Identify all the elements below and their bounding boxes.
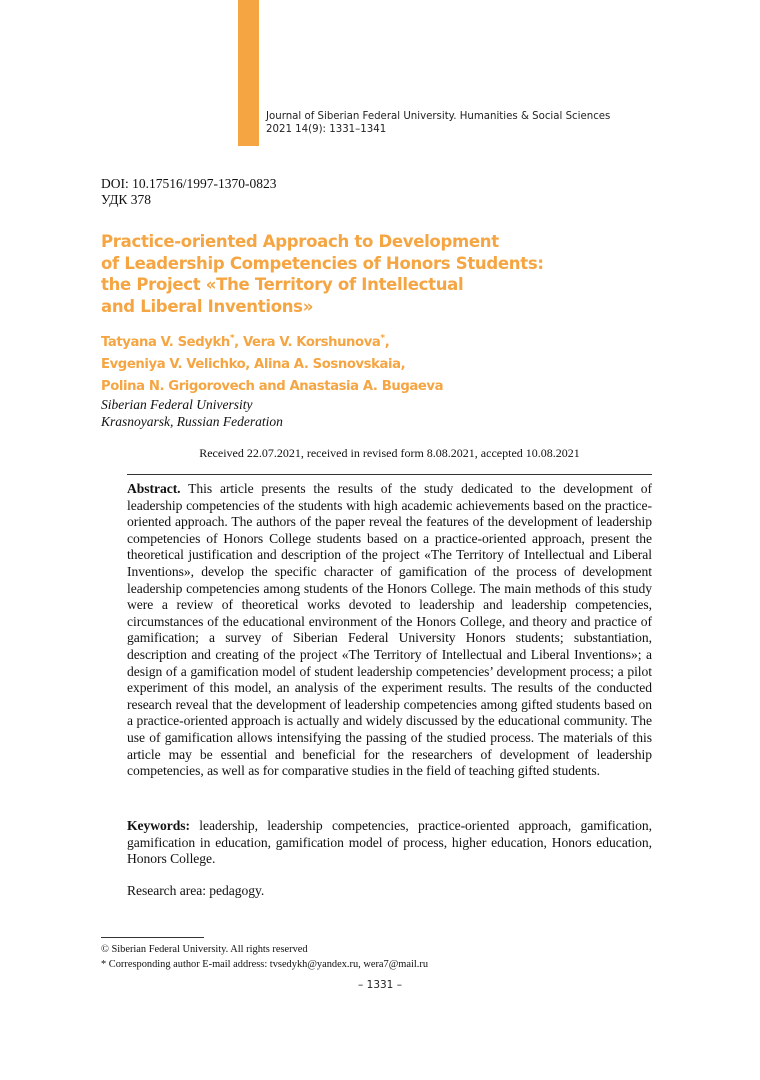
keywords-text: leadership, leadership competencies, practice-oriented approach, gamification, gamification in education, gamification model of process, higher education, Honors education, Honors College. xyxy=(127,818,652,867)
received-dates: Received 22.07.2021, received in revised form 8.08.2021, accepted 10.08.2021 xyxy=(199,446,580,460)
author-line: Evgeniya V. Velichko, Alina A. Sosnovskaia, xyxy=(101,357,406,372)
title-line: the Project «The Territory of Intellectual xyxy=(101,275,464,294)
corresponding-author-note: * Corresponding author E-mail address: tvsedykh@yandex.ru, wera7@mail.ru xyxy=(101,958,429,970)
research-area: Research area: pedagogy. xyxy=(127,883,265,898)
copyright-note: © Siberian Federal University. All rights reserved xyxy=(101,944,308,955)
affiliation-city: Krasnoyarsk, Russian Federation xyxy=(101,414,283,429)
udc: УДК 378 xyxy=(101,192,152,207)
author-line: Polina N. Grigorovech and Anastasia A. Bugaeva xyxy=(101,379,444,394)
journal-header xyxy=(266,110,610,136)
page-number: – 1331 – xyxy=(358,979,402,991)
abstract-label: Abstract. xyxy=(127,481,181,496)
footnote-divider xyxy=(101,937,204,938)
title-line: of Leadership Competencies of Honors Students: xyxy=(101,253,544,273)
journal-volume: 2021 14(9): 1331–1341 xyxy=(266,124,387,135)
author-name: Tatyana V. Sedykh xyxy=(101,335,230,350)
journal-accent-bar xyxy=(238,0,259,146)
title-line: and Liberal Inventions» xyxy=(101,296,314,316)
keywords-label: Keywords: xyxy=(127,818,190,833)
journal-title: Journal of Siberian Federal University. Humanities & Social Sciences xyxy=(266,111,611,122)
author-line xyxy=(101,332,661,354)
author-list xyxy=(101,332,661,398)
corresponding-mark: * xyxy=(380,333,385,344)
doi: DOI: 10.17516/1997-1370-0823 xyxy=(101,176,277,191)
abstract-text: This article presents the results of the study dedicated to the development of leadership competencies of the students with high academic achievements based on the practice-oriented approach. The authors of the paper reveal the features of the development of leadership competencies of Honors College students based on a practice-oriented approach, present the theoretical justification and description of the project «The Territory of Intellectual and Liberal Inventions», develop the specific character of gamification of the process of development leadership competencies among students of the Honors College. The main methods of this study were a review of theoretical works devoted to leadership and leadership competencies, circumstances of the educational environment of the Honors College, and theory and practice of gamification; a survey of Siberian Federal University Honors students; substantiation, description and creating of the project «The Territory of Intellectual and Liberal Inventions»; a design of a gamification model of student leadership competencies’ development process; a pilot experiment of this model, an analysis of the experiment results. The results of the conducted research reveal that the development of leadership competencies among gifted students based on a practice-oriented approach is actually and widely discussed by the educational community. The use of gamification allows intensifying the passing of the studied process. The materials of this article may be essential and beneficial for the researchers of development of leadership competencies, as well as for comparative studies in the field of teaching gifted students. xyxy=(127,481,652,779)
abstract xyxy=(127,481,652,780)
affiliation xyxy=(101,396,283,430)
author-name: Vera V. Korshunova xyxy=(242,335,381,350)
article-title xyxy=(101,231,661,317)
title-line: Practice-oriented Approach to Development xyxy=(101,232,499,251)
article-identifiers xyxy=(101,176,277,208)
keywords xyxy=(127,818,652,868)
affiliation-university: Siberian Federal University xyxy=(101,397,253,412)
author-separator: , xyxy=(234,335,243,350)
footnotes xyxy=(101,943,428,972)
author-separator: , xyxy=(384,335,390,350)
divider xyxy=(127,474,652,475)
corresponding-mark: * xyxy=(229,333,235,344)
